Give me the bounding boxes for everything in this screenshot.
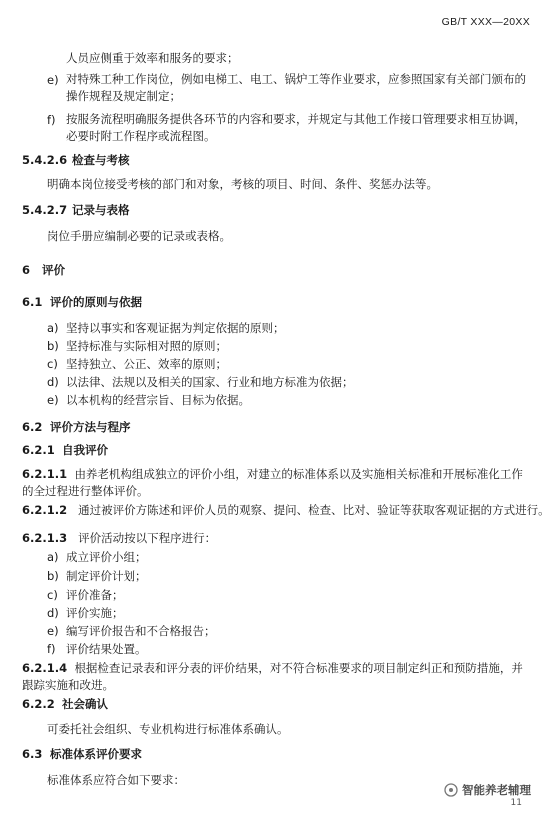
list-item-text: 评价准备； bbox=[66, 588, 124, 602]
paragraph: 标准体系应符合如下要求： bbox=[47, 773, 185, 787]
section-heading bbox=[22, 696, 108, 712]
list-item bbox=[47, 605, 124, 621]
list-item bbox=[47, 338, 227, 354]
list-item-text: 编写评价报告和不合格报告； bbox=[66, 624, 216, 638]
numbered-paragraph bbox=[22, 530, 216, 546]
paragraph-text: 评价活动按以下程序进行： bbox=[78, 531, 217, 545]
list-item-text: 以本机构的经营宗旨、目标为依据。 bbox=[66, 393, 250, 407]
section-heading bbox=[22, 442, 108, 458]
section-heading bbox=[22, 202, 130, 218]
section-number: 6.1 bbox=[22, 295, 43, 309]
list-item bbox=[47, 549, 147, 565]
list-marker: b) bbox=[47, 339, 59, 353]
list-item-text: 评价实施； bbox=[66, 606, 124, 620]
paragraph-text: 由养老机构组成独立的评价小组，对建立的标准体系以及实施相关标准和开展标准化工作的全过程进行整体评价。 bbox=[22, 467, 523, 498]
section-number: 5.4.2.6 bbox=[22, 153, 68, 167]
list-item-text: 按服务流程明确服务提供各环节的内容和要求，并规定与其他工作接口管理要求相互协调，必要时附工作程序或流程图。 bbox=[66, 112, 526, 143]
section-heading bbox=[22, 419, 131, 435]
section-heading bbox=[22, 152, 130, 168]
list-item-text: 制定评价计划； bbox=[66, 569, 147, 583]
list-item bbox=[47, 641, 147, 657]
paragraph: 岗位手册应编制必要的记录或表格。 bbox=[47, 229, 231, 243]
section-number: 6.2 bbox=[22, 420, 43, 434]
section-heading bbox=[22, 294, 142, 310]
list-item bbox=[47, 112, 66, 128]
watermark-text: 智能养老辅理 bbox=[462, 783, 531, 797]
list-marker: c) bbox=[47, 588, 58, 602]
page-number: 11 bbox=[510, 798, 522, 808]
list-marker: a) bbox=[47, 321, 59, 335]
paragraph-number: 6.2.1.1 bbox=[22, 467, 68, 481]
paragraph-text: 根据检查记录表和评分表的评价结果，对不符合标准要求的项目制定纠正和预防措施，并跟踪实施和改进。 bbox=[22, 661, 523, 692]
list-item-text: 以法律、法规以及相关的国家、行业和地方标准为依据； bbox=[66, 375, 354, 389]
paragraph-text: 人员应侧重于效率和服务的要求； bbox=[66, 51, 239, 65]
section-number: 6.3 bbox=[22, 747, 43, 761]
section-number: 5.4.2.7 bbox=[22, 203, 68, 217]
list-item bbox=[47, 356, 227, 372]
section-title: 评价的原则与依据 bbox=[50, 295, 142, 309]
wechat-watermark bbox=[444, 782, 531, 798]
list-item-text: 坚持独立、公正、效率的原则； bbox=[66, 357, 227, 371]
list-marker: e) bbox=[47, 73, 59, 87]
list-marker: c) bbox=[47, 357, 58, 371]
list-item-text: 成立评价小组； bbox=[66, 550, 147, 564]
section-title: 标准体系评价要求 bbox=[50, 747, 142, 761]
list-item bbox=[47, 320, 285, 336]
list-item-text: 评价结果处置。 bbox=[66, 642, 147, 656]
paragraph-number: 6.2.1.2 bbox=[22, 503, 68, 517]
list-marker: d) bbox=[47, 606, 59, 620]
paragraph-number: 6.2.1.4 bbox=[22, 661, 68, 675]
list-marker: e) bbox=[47, 624, 59, 638]
list-item bbox=[47, 392, 250, 408]
numbered-paragraph bbox=[22, 466, 534, 500]
list-marker: f) bbox=[47, 642, 56, 656]
list-item-text: 坚持标准与实际相对照的原则； bbox=[66, 339, 227, 353]
section-number: 6.2.1 bbox=[22, 443, 55, 457]
section-heading bbox=[22, 746, 142, 762]
list-item bbox=[47, 587, 124, 603]
paragraph-text: 通过被评价方陈述和评价人员的观察、提问、检查、比对、验证等获取客观证据的方式进行。 bbox=[78, 503, 550, 517]
list-marker: f) bbox=[47, 113, 56, 127]
section-number: 6.2.2 bbox=[22, 697, 55, 711]
section-title: 检查与考核 bbox=[72, 153, 130, 167]
section-title: 记录与表格 bbox=[72, 203, 130, 217]
list-marker: b) bbox=[47, 569, 59, 583]
section-title: 社会确认 bbox=[62, 697, 108, 711]
paragraph-number: 6.2.1.3 bbox=[22, 531, 68, 545]
chapter-heading bbox=[22, 262, 65, 278]
numbered-paragraph bbox=[22, 660, 534, 694]
wechat-icon bbox=[444, 783, 458, 797]
list-item-text: 坚持以事实和客观证据为判定依据的原则； bbox=[66, 321, 285, 335]
list-item-text: 对特殊工种工作岗位，例如电梯工、电工、锅炉工等作业要求，应参照国家有关部门颁布的操作规程及规定制定； bbox=[66, 72, 526, 103]
chapter-number: 6 bbox=[22, 263, 31, 277]
list-item bbox=[47, 568, 147, 584]
paragraph: 可委托社会组织、专业机构进行标准体系确认。 bbox=[47, 722, 289, 736]
section-title: 评价方法与程序 bbox=[50, 420, 131, 434]
section-title: 自我评价 bbox=[62, 443, 108, 457]
list-item bbox=[47, 623, 216, 639]
list-marker: e) bbox=[47, 393, 59, 407]
standard-code: GB/T XXX—20XX bbox=[441, 16, 530, 28]
list-item bbox=[47, 374, 354, 390]
numbered-paragraph bbox=[22, 502, 550, 518]
continuation-text bbox=[66, 50, 239, 66]
list-item bbox=[47, 72, 66, 88]
list-marker: d) bbox=[47, 375, 59, 389]
paragraph: 明确本岗位接受考核的部门和对象，考核的项目、时间、条件、奖惩办法等。 bbox=[47, 177, 438, 191]
chapter-title: 评价 bbox=[42, 263, 65, 277]
list-marker: a) bbox=[47, 550, 59, 564]
